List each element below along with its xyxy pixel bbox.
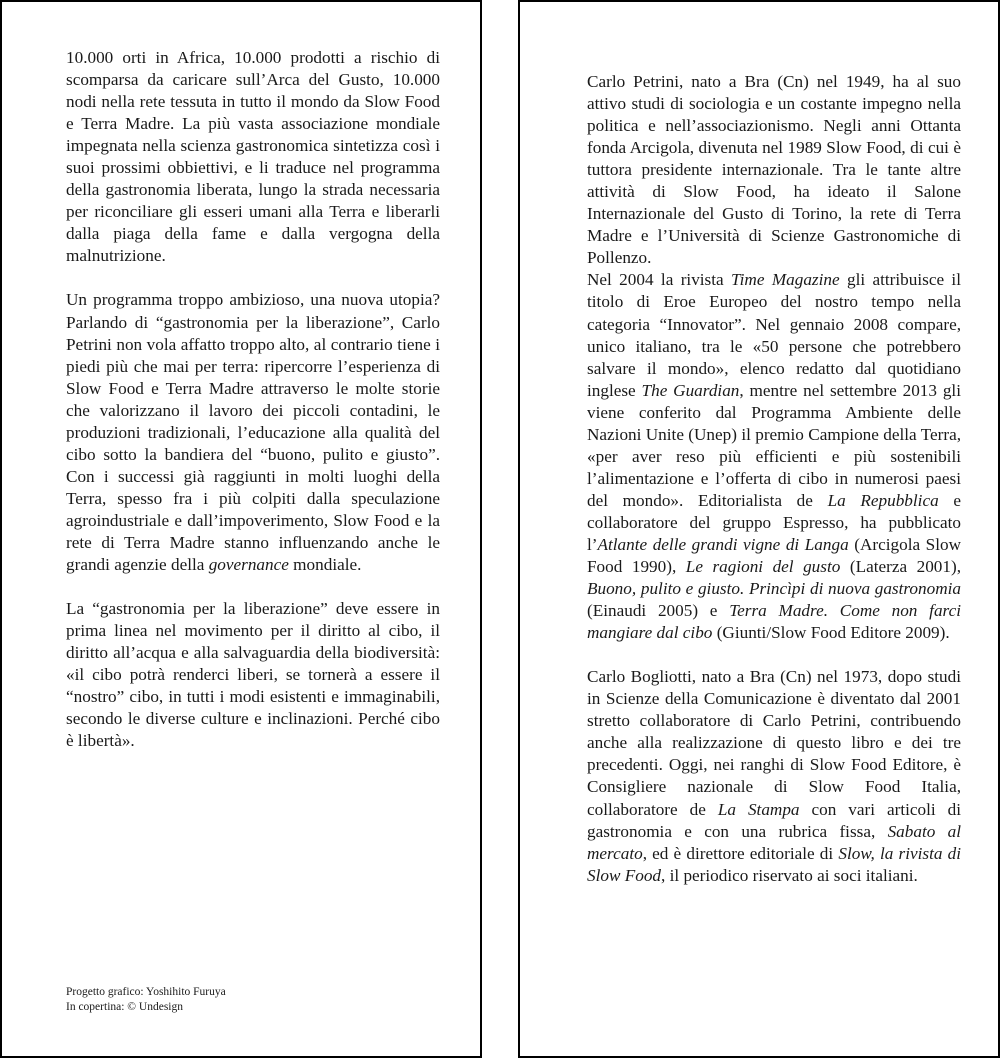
text-segment-italic: Sabato al mercato	[587, 821, 961, 863]
text-segment: (Arcigola Slow Food 1990),	[587, 534, 961, 577]
paragraph-gap	[66, 267, 440, 289]
graphic-design-credit: Progetto grafico: Yoshihito Furuya	[66, 986, 226, 998]
text-segment-italic: La Stampa	[717, 799, 800, 819]
text-segment-italic: Buono, pulito e giusto. Princìpi di nuova gastronomia	[587, 579, 961, 599]
text-segment-italic: governance	[208, 555, 289, 575]
text-segment: Carlo Bogliotti, nato a Bra (Cn) nel 1973, dopo studi in Scienze della Comunicazione è diventato dal 2001 stretto collaboratore di Carlo Petrini, contribuendo anche alla realizzazione di questo libro e dei tre precedenti. Oggi, nei ranghi di Slow Food Editore, è Consigliere nazionale di Slow Food Italia, collaboratore de	[587, 667, 961, 819]
text-segment: Un programma troppo ambizioso, una nuova utopia? Parlando di “gastronomia per la liberazione”, Carlo Petrini non vola affatto troppo alto, al contrario tiene i piedi più che mai per terra: ripercorre l’esperienza di Slow Food e Terra Madre attraverso le molte storie che valorizzano il lavoro dei piccoli contadini, le produzioni tradizionali, l’educazione alla qualità del cibo sotto la bandiera del “buono, pulito e giusto”. Con i successi già raggiunti in molti luoghi della Terra, spesso fra i più colpiti dalla speculazione agroindustriale e dall’impoverimento, Slow Food e la rete di Terra Madre stanno influenzando anche le grandi agenzie della	[66, 290, 440, 575]
text-segment: (Einaudi 2005) e	[587, 601, 730, 621]
petrini-bio-paragraph-2	[587, 269, 961, 644]
text-segment: La “gastronomia per la liberazione” deve essere in prima linea nel movimento per il diritto al cibo, il diritto all’acqua e alla salvaguardia della biodiversità: «il cibo potrà renderci liberi, se tornerà a essere il “nostro” cibo, in tutti i modi esistenti e immaginabili, secondo le diverse culture e inclinazioni. Perché cibo è libertà».	[66, 599, 440, 751]
text-segment: Nel 2004 la rivista	[587, 270, 732, 290]
text-segment: , mentre nel settembre 2013 gli viene conferito dal Programma Ambiente delle Nazioni Unite (Unep) il premio Campione della Terra, «per aver reso più efficienti e più sostenibili l’alimentazione e l’offerta di cibo in numerosi paesi del mondo». Editorialista de	[587, 380, 961, 510]
text-segment-italic: Terra Madre. Come non farci mangiare dal cibo	[587, 601, 961, 643]
right-page-body	[587, 71, 961, 887]
left-paragraph-3	[66, 598, 440, 752]
text-segment: , ed è direttore editoriale di	[642, 843, 839, 863]
text-segment-italic: Le ragioni del gusto	[685, 557, 841, 577]
text-segment-italic: Atlante delle grandi vigne di Langa	[597, 534, 849, 554]
bogliotti-bio-paragraph	[587, 666, 961, 886]
right-page	[520, 0, 1000, 1058]
cover-credit: In copertina: © Undesign	[66, 1001, 183, 1013]
paragraph-gap	[66, 576, 440, 598]
text-segment: (Laterza 2001),	[840, 557, 961, 577]
text-segment: Carlo Petrini, nato a Bra (Cn) nel 1949, ha al suo attivo studi di sociologia e un costante impegno nella politica e nell’associazionismo. Negli anni Ottanta fonda Arcigola, divenuta nel 1989 Slow Food, di cui è tuttora presidente internazionale. Tra le tante altre attività di Slow Food, ha ideato il Salone Internazionale del Gusto di Torino, la rete di Terra Madre e l’Università di Scienze Gastronomiche di Pollenzo.	[587, 72, 961, 268]
text-segment: , il periodico riservato ai soci italiani.	[661, 865, 918, 885]
left-paragraph-1	[66, 47, 440, 267]
text-segment-italic: La Repubblica	[827, 490, 939, 510]
left-page	[0, 0, 480, 1058]
left-paragraph-2	[66, 289, 440, 576]
text-segment: 10.000 orti in Africa, 10.000 prodotti a rischio di scomparsa da caricare sull’Arca del Gusto, 10.000 nodi nella rete tessuta in tutto il mondo da Slow Food e Terra Madre. La più vasta associazione mondiale impegnata nella scienza gastronomica sintetizza così i suoi prossimi obbiettivi, e li traduce nel programma della gastronomia liberata, lungo la strada necessaria per riconciliare gli esseri umani alla Terra e liberarli dalla piaga della fame e dalla vergogna della malnutrizione.	[66, 48, 440, 266]
text-segment-italic: Slow, la rivista di Slow Food	[587, 843, 961, 885]
colophon-credits	[66, 985, 226, 1015]
text-segment: gli attribuisce il titolo di Eroe Europeo del nostro tempo nella categoria “Innovator”. Nel gennaio 2008 compare, unico italiano, tra le «50 persone che potrebbero salvare il mondo», elenco redatto dal quotidiano inglese	[587, 270, 961, 400]
text-segment: e collaboratore del gruppo Espresso, ha pubblicato l’	[587, 490, 961, 554]
left-page-body	[66, 47, 440, 752]
text-segment-italic: The Guardian	[641, 380, 740, 400]
text-segment: mondiale.	[288, 555, 362, 575]
text-segment: con vari articoli di gastronomia e con una rubrica fissa,	[587, 799, 961, 841]
petrini-bio-paragraph-1	[587, 71, 961, 269]
text-segment: (Giunti/Slow Food Editore 2009).	[712, 623, 950, 643]
paragraph-gap	[587, 644, 961, 666]
text-segment-italic: Time Magazine	[731, 270, 840, 290]
book-gutter	[480, 0, 520, 1058]
